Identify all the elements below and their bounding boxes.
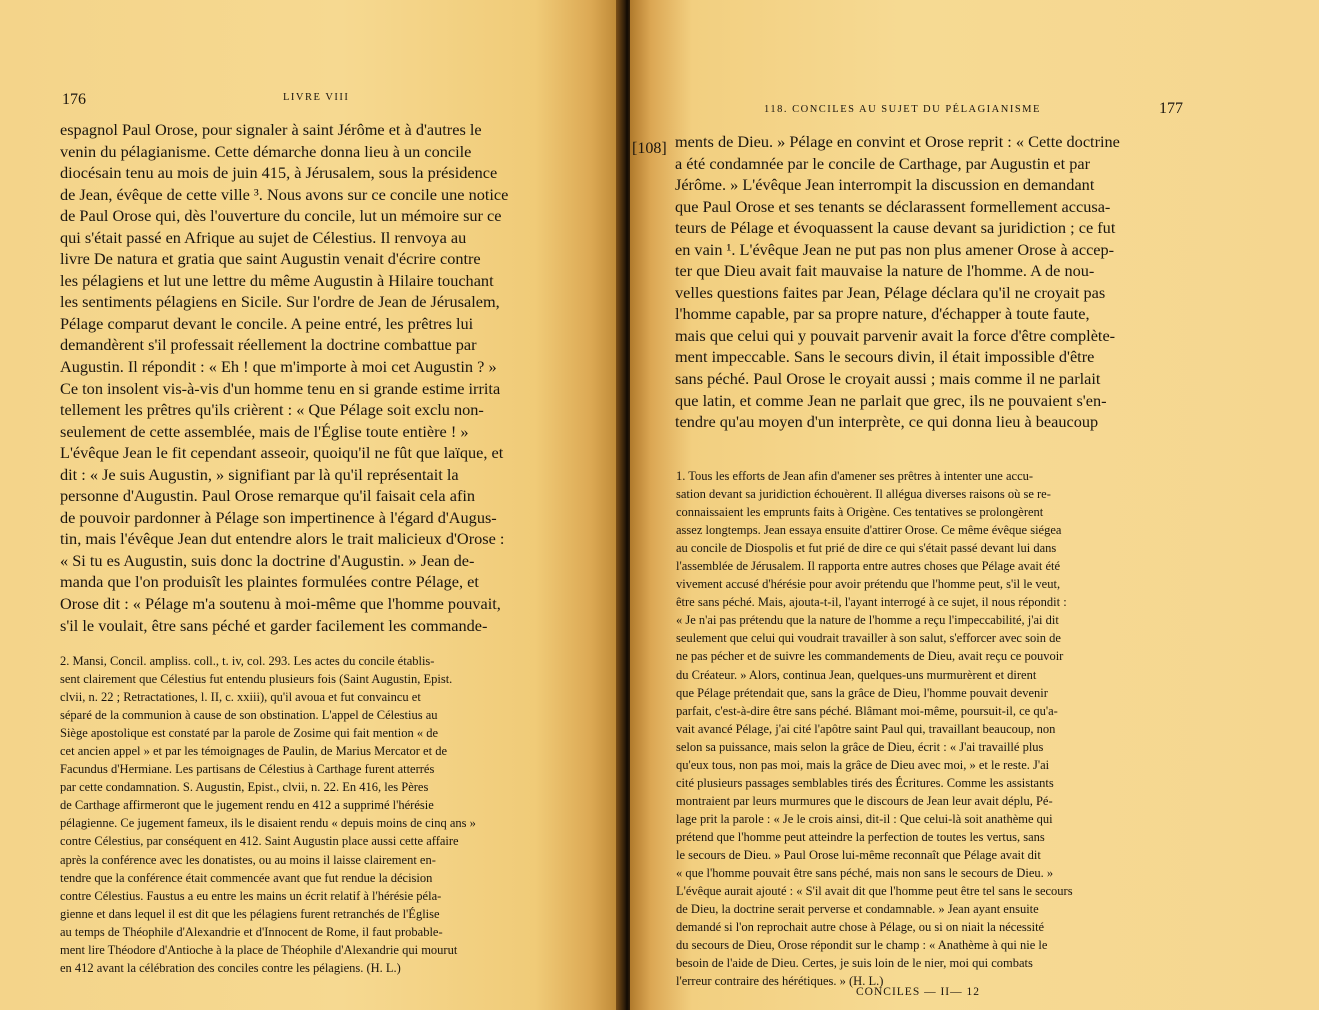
printer-signature: CONCILES — II— 12 bbox=[856, 986, 981, 998]
right-body-text: ments de Dieu. » Pélage en convint et Orose reprit : « Cette doctrine a été condamnée par le concile de Carthage, par Augustin et par Jérôme. » L'évêque Jean interrompit la discussion en demandant que Paul Orose et ses tenants se déclarassent formellement accusa- teurs de Pélage et évoquassent la cause devant sa juridiction ; ce fut en vain ¹. L'évêque Jean ne put pas non plus amener Orose à accep- ter que Dieu avait fait mauvaise la nature de l'homme. A de nou- velles questions faites par Jean, Pélage déclara qu'il ne croyait pas l'homme capable, par sa propre nature, d'échapper à toute faute, mais que celui qui y pouvait parvenir avait la force d'être complète- ment impeccable. Sans le secours divin, il était impossible d'être sans péché. Paul Orose le croyait aussi ; mais comme il ne parlait que latin, et comme Jean ne parlait que grec, ils ne pouvaient s'en- tendre qu'au moyen d'un interprète, ce qui donna lieu à beaucoup bbox=[675, 132, 1120, 432]
margin-reference-number: [108] bbox=[632, 140, 667, 157]
left-page-number: 176 bbox=[62, 91, 86, 108]
left-page bbox=[0, 0, 622, 1010]
right-running-head: 118. CONCILES AU SUJET DU PÉLAGIANISME bbox=[764, 104, 1041, 115]
right-footnote: 1. Tous les efforts de Jean afin d'amener ses prêtres à intenter une accu- sation devant sa juridiction échouèrent. Il allégua diverses raisons où se re- connaissaient les emprunts faits à Origène. Ces tentatives se prolongèrent assez longtemps. Jean essaya ensuite d'attirer Orose. Ce même évêque siégea au concile de Diospolis et fut prié de dire ce qui s'était passé devant lui dans l'assemblée de Jérusalem. Il rapporta entre autres choses que Pélage avait été vivement accusé d'hérésie pour avoir prétendu que l'homme peut, s'il le veut, être sans péché. Mais, ajouta-t-il, l'ayant interrogé à ce sujet, il nous répondit : « Je n'ai pas prétendu que la nature de l'homme a reçu l'impeccabilité, j'ai dit seulement que celui qui voudrait travailler à son salut, s'efforcer avec soin de ne pas pécher et de suivre les commandements de Dieu, avait reçu ce pouvoir du Créateur. » Alors, continua Jean, quelques-uns murmurèrent et dirent que Pélage prétendait que, sans la grâce de Dieu, l'homme pouvait devenir parfait, c'est-à-dire être sans péché. Blâmant moi-même, poursuit-il, ce qu'a- vait avancé Pélage, j'ai cité l'apôtre saint Paul qui, travaillant beaucoup, non selon sa puissance, mais selon la grâce de Dieu, écrit : « J'ai travaillé plus qu'eux tous, non pas moi, mais la grâce de Dieu avec moi, » et le reste. J'ai cité plusieurs passages semblables tirés des Écritures. Comme les assistants montraient par leurs murmures que le discours de Jean leur avait déplu, Pé- lage prit la parole : « Je le crois ainsi, dit-il : Que celui-là soit anathème qui prétend que l'homme peut atteindre la perfection de toutes les vertus, sans le secours de Dieu. » Paul Orose lui-même reconnaît que Pélage avait dit « que l'homme pouvait être sans péché, mais non sans le secours de Dieu. » L'évêque aurait ajouté : « S'il avait dit que l'homme peut être tel sans le secours de Dieu, la doctrine serait perverse et condamnable. » Jean ayant ensuite demandé si l'on reprochait autre chose à Pélage, ou si on niait la nécessité du secours de Dieu, Orose répondit sur le champ : « Anathème à qui nie le besoin de l'aide de Dieu. Certes, je suis loin de le nier, moi qui combats l'erreur contraire des hérétiques. » (H. L.) bbox=[676, 469, 1073, 989]
left-body-text: espagnol Paul Orose, pour signaler à saint Jérôme et à d'autres le venin du pélagianisme. Cette démarche donna lieu à un concile diocésain tenu au mois de juin 415, à Jérusalem, sous la présidence de Jean, évêque de cette ville ³. Nous avons sur ce concile une notice de Paul Orose qui, dès l'ouverture du concile, lut un mémoire sur ce qui s'était passé en Afrique au sujet de Célestius. Il renvoya au livre De natura et gratia que saint Augustin venait d'écrire contre les pélagiens et lut une lettre du même Augustin à Hilaire touchant les sentiments pélagiens en Sicile. Sur l'ordre de Jean de Jérusalem, Pélage comparut devant le concile. A peine entré, les prêtres lui demandèrent s'il professait réellement la doctrine combattue par Augustin. Il répondit : « Eh ! que m'importe à moi cet Augustin ? » Ce ton insolent vis-à-vis d'un homme tenu en si grande estime irrita tellement les prêtres qu'ils crièrent : « Que Pélage soit exclu non- seulement de cette assemblée, mais de l'Église toute entière ! » L'évêque Jean le fit cependant asseoir, quoiqu'il ne fût que laïque, et dit : « Je suis Augustin, » signifiant par là qu'il représentait la personne d'Augustin. Paul Orose remarque qu'il faisait cela afin de pouvoir pardonner à Pélage son impertinence à l'égard d'Augus- tin, mais l'évêque Jean dut entendre alors le trait malicieux d'Orose : « Si tu es Augustin, suis donc la doctrine d'Augustin. » Jean de- manda que l'on produisît les plaintes formulées contre Pélage, et Orose dit : « Pélage m'a soutenu à moi-même que l'homme pouvait, s'il le voulait, être sans péché et garder facilement les commande- bbox=[60, 120, 509, 635]
left-running-head: LIVRE VIII bbox=[283, 92, 350, 103]
right-page bbox=[630, 0, 1319, 1010]
right-page-number: 177 bbox=[1159, 100, 1183, 117]
left-footnote: 2. Mansi, Concil. ampliss. coll., t. iv, col. 293. Les actes du concile établis- sent clairement que Célestius fut entendu plusieurs fois (Saint Augustin, Epist. clvii, n. 22 ; Retractationes, l. II, c. xxiii), qu'il avoua et fut convaincu et séparé de la communion à cause de son obstination. L'appel de Célestius au Siège apostolique est constaté par la parole de Zosime qui fait mention « de cet ancien appel » et par les témoignages de Paulin, de Marius Mercator et de Facundus d'Hermiane. Les partisans de Célestius à Carthage furent atterrés par cette condamnation. S. Augustin, Epist., clvii, n. 22. En 416, les Pères de Carthage affirmeront que le jugement rendu en 412 a supprimé l'hérésie pélagienne. Ce jugement fameux, ils le disaient rendu « depuis moins de cinq ans » contre Célestius, par conséquent en 412. Saint Augustin place aussi cette affaire après la conférence avec les donatistes, ou au moins il laisse clairement en- tendre que la conférence était commencée avant que fut rendue la décision contre Célestius. Faustus a eu entre les mains un écrit relatif à l'hérésie péla- gienne et dans lequel il est dit que les pélagiens furent retranchés de l'Église au temps de Théophile d'Alexandrie et d'Innocent de Rome, il faut probable- ment lire Théodore d'Antioche à la place de Théophile d'Alexandrie qui mourut en 412 avant la célébration des conciles contre les pélagiens. (H. L.) bbox=[60, 654, 476, 975]
